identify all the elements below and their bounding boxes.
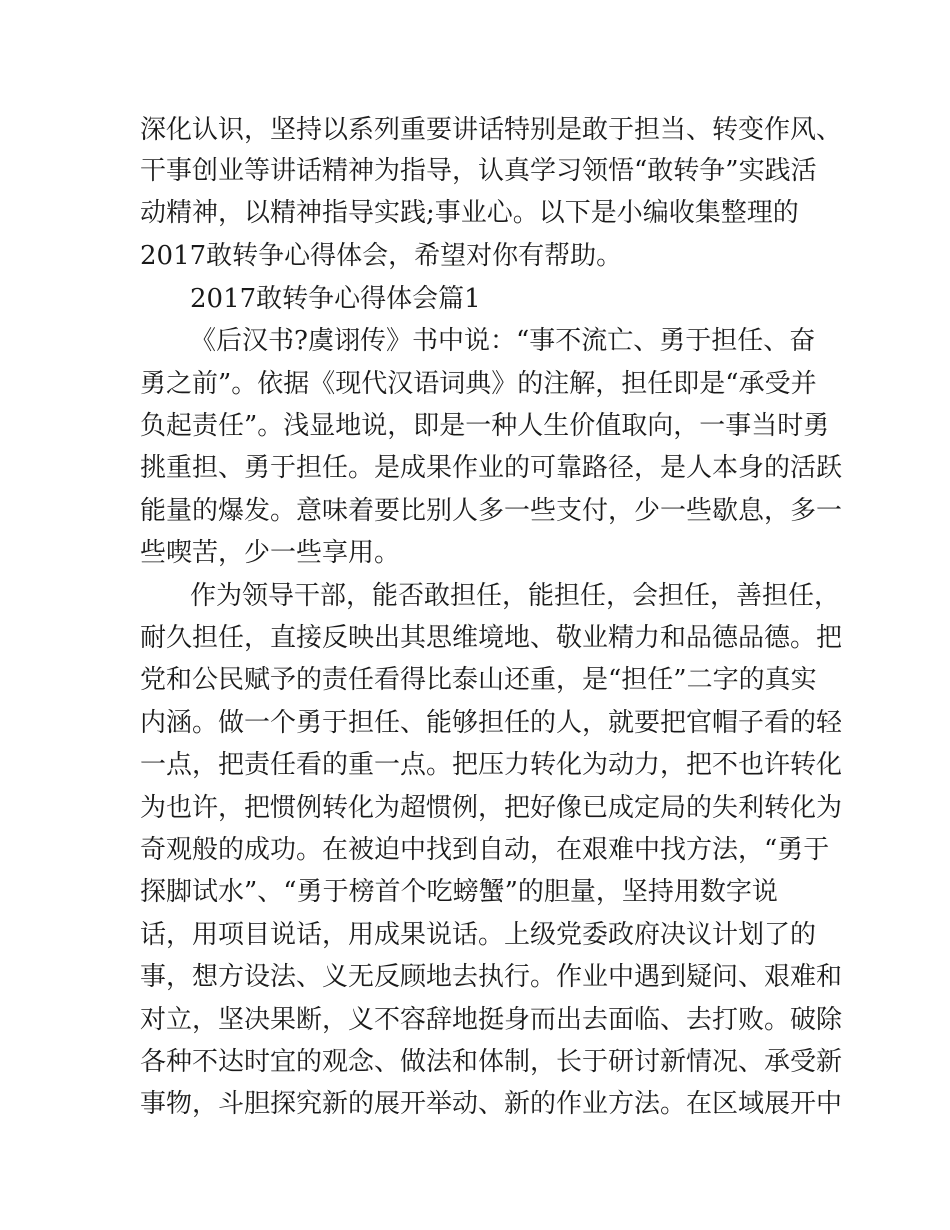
- section-heading: 2017敢转争心得体会篇1: [190, 284, 481, 314]
- text-line: 一点，把责任看的重一点。把压力转化为动力，把不也许转化: [140, 750, 843, 780]
- text-line: 勇之前”。依据《现代汉语词典》的注解，担任即是“承受并: [140, 369, 817, 399]
- text-line: 负起责任”。浅显地说，即是一种人生价值取向，一事当时勇: [140, 411, 830, 441]
- text-line: 深化认识，坚持以系列重要讲话特别是敢于担当、转变作风、: [140, 115, 843, 145]
- text-line: 干事创业等讲话精神为指导，认真学习领悟“敢转争”实践活: [140, 156, 817, 186]
- text-line: 《后汉书?虞诩传》书中说：“事不流亡、勇于担任、奋: [190, 326, 816, 356]
- text-line: 各种不达时宜的观念、做法和体制，长于研讨新情况、承受新: [140, 1047, 843, 1077]
- text-line: 探脚试水”、“勇于榜首个吃螃蟹”的胆量，坚持用数字说: [140, 877, 778, 907]
- text-line: 动精神，以精神指导实践;事业心。以下是小编收集整理的: [140, 198, 799, 228]
- text-line: 事，想方设法、义无反顾地去执行。作业中遇到疑问、艰难和: [140, 962, 843, 992]
- text-line: 奇观般的成功。在被迫中找到自动，在艰难中找方法，“勇于: [140, 835, 830, 865]
- text-line: 2017敢转争心得体会，希望对你有帮助。: [140, 241, 623, 271]
- text-line: 事物，斗胆探究新的展开举动、新的作业方法。在区域展开中: [140, 1089, 843, 1119]
- text-line: 内涵。做一个勇于担任、能够担任的人，就要把官帽子看的轻: [140, 708, 843, 738]
- text-line: 耐久担任，直接反映出其思维境地、敬业精力和品德品德。把: [140, 623, 843, 653]
- text-line: 对立，坚决果断，义不容辞地挺身而出去面临、去打败。破除: [140, 1005, 843, 1035]
- text-line: 为也许，把惯例转化为超惯例，把好像已成定局的失利转化为: [140, 793, 843, 823]
- text-line: 话，用项目说话，用成果说话。上级党委政府决议计划了的: [140, 920, 817, 950]
- text-line: 些喫苦，少一些享用。: [140, 538, 401, 568]
- text-line: 作为领导干部，能否敢担任，能担任，会担任，善担任，: [190, 581, 841, 611]
- text-line: 党和公民赋予的责任看得比泰山还重，是“担任”二字的真实: [140, 665, 817, 695]
- text-line: 挑重担、勇于担任。是成果作业的可靠路径，是人本身的活跃: [140, 453, 843, 483]
- text-line: 能量的爆发。意味着要比别人多一些支付，少一些歇息，多一: [140, 496, 843, 526]
